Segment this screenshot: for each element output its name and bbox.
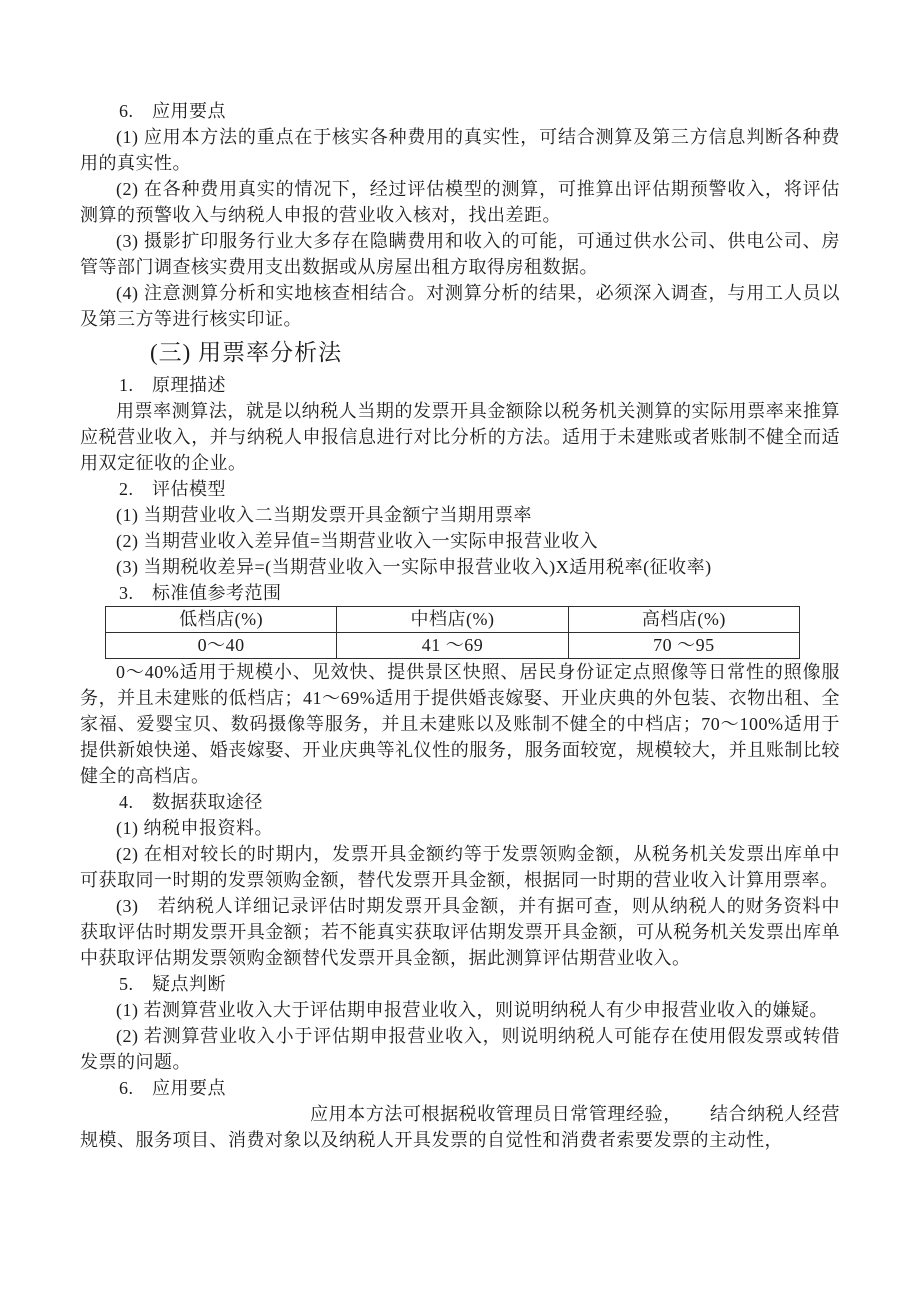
formula-line-1: (1) 当期营业收入二当期发票开具金额宁当期用票率 <box>116 505 532 525</box>
table-value-row <box>106 633 800 659</box>
reference-range-table <box>105 606 800 659</box>
numbered-item-application-points-2: 6. 应用要点 <box>119 1078 226 1098</box>
table-value-high-tier: 70 ～95 <box>568 633 799 659</box>
paragraph-point-3: (3) 摄影扩印服务行业大多存在隐瞒费用和收入的可能，可通过供水公司、供电公司、房管等部门调查核实费用支出数据或从房屋出租方取得房租数据。 <box>80 231 840 277</box>
numbered-item-application-points: 6. 应用要点 <box>119 101 226 121</box>
paragraph-point-4: (4) 注意测算分析和实地核查相结合。对测算分析的结果，必须深入调查，与用工人员以及第三方等进行核实印证。 <box>80 283 840 329</box>
paragraph-source-2: (2) 在相对较长的时期内，发票开具金额约等于发票领购金额，从税务机关发票出库单中可获取同一时期的发票领购金额，替代发票开具金额，根据同一时期的营业收入计算用票率。 <box>80 844 840 890</box>
numbered-item-principle: 1. 原理描述 <box>119 375 226 395</box>
paragraph-doubt-1: (1) 若测算营业收入大于评估期申报营业收入，则说明纳税人有少申报营业收入的嫌疑。 <box>116 1000 828 1020</box>
formula-line-2: (2) 当期营业收入差异值=当期营业收入一实际申报营业收入 <box>116 531 599 551</box>
paragraph-source-1: (1) 纳税申报资料。 <box>116 818 273 838</box>
table-header-row <box>106 607 800 633</box>
numbered-item-standard-range: 3. 标准值参考范围 <box>119 583 282 603</box>
table-value-mid-tier: 41 ～69 <box>337 633 568 659</box>
table-header-low-tier: 低档店(%) <box>106 607 337 633</box>
table-header-mid-tier: 中档店(%) <box>337 607 568 633</box>
paragraph-source-3: (3) 若纳税人详细记录评估时期发票开具金额，并有据可查，则从纳税人的财务资料中获取评估时期发票开具金额；若不能真实获取评估期发票开具金额，可从税务机关发票出库单中获取评估期发票领购金额替代发票开具金额，据此测算评估期营业收入。 <box>80 896 840 968</box>
section-heading-invoice-rate-analysis: (三) 用票率分析法 <box>150 340 343 365</box>
table-header-high-tier: 高档店(%) <box>568 607 799 633</box>
numbered-item-doubt-judgement: 5. 疑点判断 <box>119 974 226 994</box>
numbered-item-evaluation-model: 2. 评估模型 <box>119 479 226 499</box>
paragraph-point-2: (2) 在各种费用真实的情况下，经过评估模型的测算，可推算出评估期预警收入，将评估测算的预警收入与纳税人申报的营业收入核对，找出差距。 <box>80 179 840 225</box>
numbered-item-data-sources: 4. 数据获取途径 <box>119 792 263 812</box>
paragraph-point-1: (1) 应用本方法的重点在于核实各种费用的真实性，可结合测算及第三方信息判断各种费用的真实性。 <box>80 127 840 173</box>
paragraph-principle-description: 用票率测算法，就是以纳税人当期的发票开具金额除以税务机关测算的实际用票率来推算应税营业收入，并与纳税人申报信息进行对比分析的方法。适用于未建账或者账制不健全而适用双定征收的企业。 <box>80 401 840 473</box>
formula-line-3: (3) 当期税收差异=(当期营业收入一实际申报营业收入)X适用税率(征收率) <box>116 557 712 577</box>
paragraph-doubt-2: (2) 若测算营业收入小于评估期申报营业收入，则说明纳税人可能存在使用假发票或转借发票的问题。 <box>80 1026 840 1072</box>
paragraph-range-explanation: 0～40%适用于规模小、见效快、提供景区快照、居民身份证定点照像等日常性的照像服务，并且未建账的低档店；41～69%适用于提供婚丧嫁娶、开业庆典的外包装、衣物出租、全家福、爱婴宝贝、数码摄像等服务，并且未建账以及账制不健全的中档店；70～100%适用于提供新娘快递、婚丧嫁娶、开业庆典等礼仪性的服务，服务面较宽，规模较大，并且账制比较健全的高档店。 <box>80 662 840 786</box>
table-value-low-tier: 0～40 <box>106 633 337 659</box>
paragraph-application-experience: 应用本方法可根据税收管理员日常管理经验， 结合纳税人经营规模、服务项目、消费对象以及纳税人开具发票的自觉性和消费者索要发票的主动性， <box>80 1104 840 1150</box>
